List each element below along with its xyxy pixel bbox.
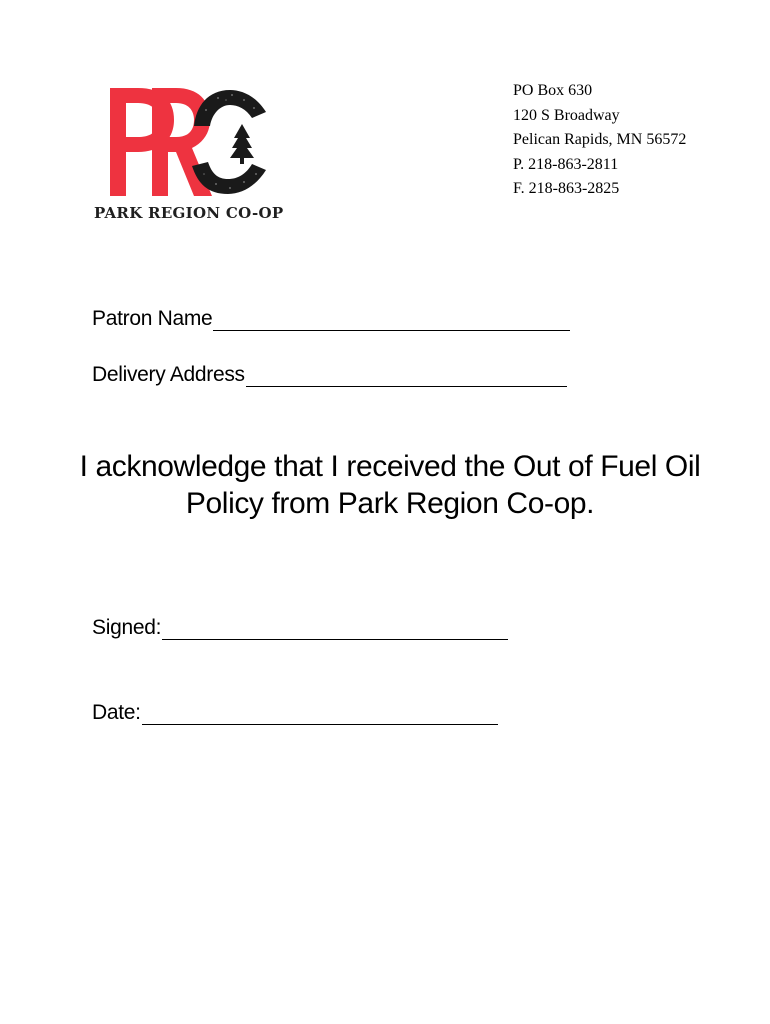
date-field bbox=[92, 701, 498, 725]
delivery-address-line[interactable] bbox=[246, 366, 567, 387]
patron-name-line[interactable] bbox=[213, 310, 570, 331]
date-line[interactable] bbox=[142, 704, 498, 725]
delivery-address-label: Delivery Address bbox=[92, 363, 245, 386]
signature-line[interactable] bbox=[162, 619, 508, 640]
delivery-address-field bbox=[92, 363, 567, 387]
address-fax: F. 218-863-2825 bbox=[513, 180, 620, 197]
acknowledgement-statement: I acknowledge that I received the Out of Fuel Oil Policy from Park Region Co-op. bbox=[79, 450, 701, 520]
company-name: PARK REGION CO-OP bbox=[94, 204, 284, 222]
signed-field bbox=[92, 616, 508, 640]
signed-label: Signed: bbox=[92, 616, 162, 639]
address-street: 120 S Broadway bbox=[513, 106, 620, 124]
patron-name-label: Patron Name bbox=[92, 307, 213, 330]
address-po-box: PO Box 630 bbox=[513, 82, 593, 99]
company-address bbox=[513, 79, 686, 202]
park-region-coop-logo bbox=[94, 86, 294, 226]
address-phone: P. 218-863-2811 bbox=[513, 155, 619, 173]
patron-name-field bbox=[92, 307, 570, 331]
date-label: Date: bbox=[92, 701, 141, 724]
prc-logo-mark bbox=[108, 86, 270, 202]
address-city: Pelican Rapids, MN 56572 bbox=[513, 131, 687, 148]
